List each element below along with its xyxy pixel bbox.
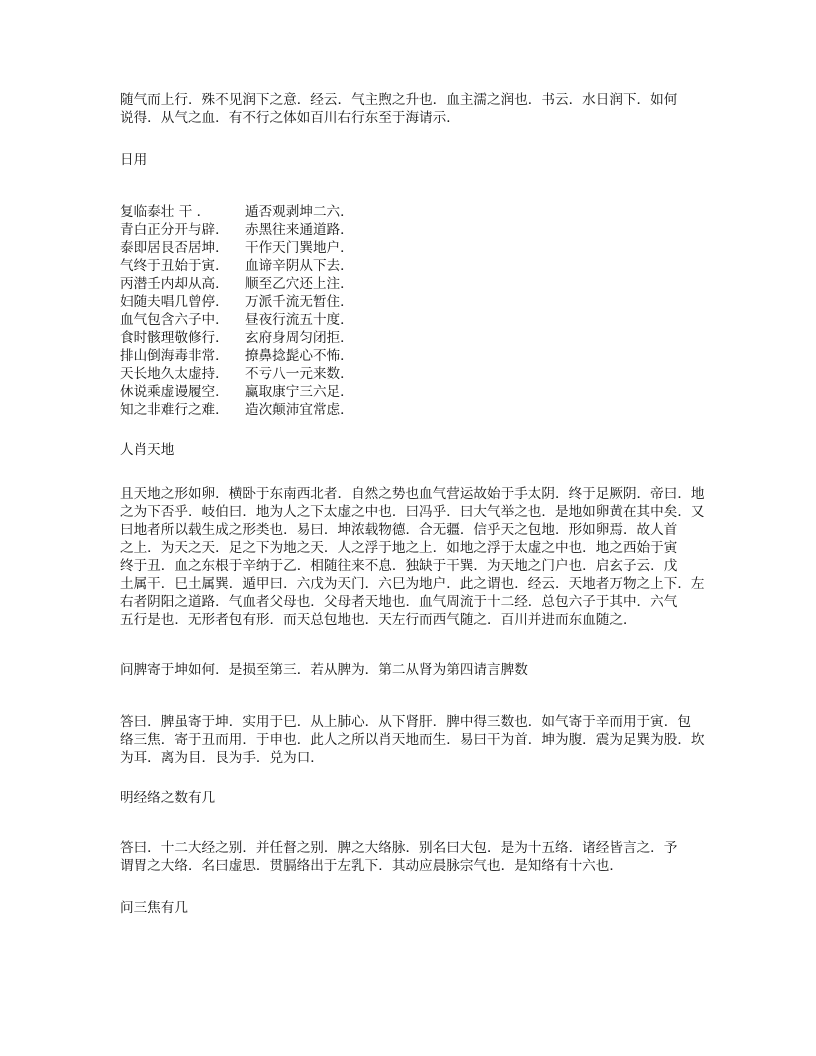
poem-line (120, 221, 700, 239)
poem-second-half: 玄府身周匀闭拒． (245, 330, 354, 346)
section-heading-renxiaotiandi: 人肖天地 (120, 442, 175, 458)
text-line: 说得．从气之血．有不行之体如百川右行东至于海请示． (120, 110, 460, 126)
poem-second-half: 干作天门巽地户． (245, 240, 354, 256)
answer-jingluo (120, 839, 700, 875)
text-line: 曰地者所以载生成之形类也．易曰．坤浓载物德．合无疆．信乎天之包地．形如卵焉．故人首 (120, 522, 678, 538)
text-line: 答曰．十二大经之别．并任督之别．脾之大络脉．别名曰大包．是为十五络．诸经皆言之．予 (120, 840, 678, 856)
poem-line (120, 311, 700, 329)
poem-second-half: 撩鼻捻髭心不怖． (245, 348, 354, 364)
text-line: 之为下否乎．岐伯曰．地为人之下太虚之中也．曰冯乎．曰大气举之也．是地如卵黄在其中矣．又 (120, 504, 705, 520)
question-sanjiao: 问三焦有几 (120, 900, 188, 916)
poem-first-half: 排山倒海毒非常． (120, 348, 229, 364)
text-line: 络三焦．寄于丑而用．于申也．此人之所以肖天地而生．易曰干为首．坤为腹．震为足巽为股．坎 (120, 732, 705, 748)
paragraph-tiandi (120, 485, 705, 629)
text-line: 之上．为天之天．足之下为地之天．人之浮于地之上．如地之浮于太虚之中也．地之西始于寅 (120, 540, 678, 556)
poem-second-half: 遁否观剥坤二六． (245, 204, 354, 220)
text-line: 终于丑．血之东根于辛纳于乙．相随往来不息．独缺于干巽．为天地之门户也．启玄子云．戊 (120, 558, 678, 574)
poem-first-half: 食时骸理敬修行． (120, 330, 229, 346)
text-line: 且天地之形如卵．横卧于东南西北者．自然之势也血气营运故始于手太阴．终于足厥阴．帝曰．地 (120, 486, 705, 502)
poem-first-half: 复临泰壮 干 ． (120, 204, 211, 220)
poem-first-half: 泰即居艮否居坤． (120, 240, 229, 256)
poem-second-half: 不亏八一元来数． (245, 366, 354, 382)
poem-second-half: 昼夜行流五十度． (245, 312, 354, 328)
poem-line (120, 257, 700, 275)
poem-second-half: 赢取康宁三六足． (245, 384, 354, 400)
poem-first-half: 气终于丑始于寅． (120, 258, 229, 274)
section-heading-riyong: 日用 (120, 152, 148, 168)
poem-first-half: 妇随夫唱几曾停． (120, 294, 229, 310)
text-line: 五行是也．无形者包有形．而天总包地也．天左行而西气随之．百川并进而东血随之． (120, 612, 637, 628)
poem-line (120, 365, 700, 383)
poem-first-half: 青白正分开与辟． (120, 222, 229, 238)
poem (120, 203, 700, 419)
poem-line (120, 383, 700, 401)
text-line: 谓胃之大络．名曰虚思．贯膈络出于左乳下．其动应晨脉宗气也．是知络有十六也． (120, 858, 623, 874)
text-line: 答曰．脾虽寄于坤．实用于巳．从上肺心．从下肾肝．脾中得三数也．如气寄于辛而用于寅．包 (120, 714, 691, 730)
text-line: 为耳．离为目．艮为手．兑为口． (120, 750, 324, 766)
poem-line (120, 275, 700, 293)
text-line: 右者阴阳之道路．气血者父母也．父母者天地也．血气周流于十二经．总包六子于其中．六气 (120, 594, 678, 610)
poem-second-half: 血谛辛阴从下去． (245, 258, 354, 274)
poem-line (120, 347, 700, 365)
poem-line (120, 203, 700, 221)
question-pi: 问脾寄于坤如何．是损至第三．若从脾为．第二从肾为第四请言脾数 (120, 662, 528, 678)
poem-line (120, 293, 700, 311)
text-line: 土属干．巳土属巽．遁甲曰．六戊为天门．六巳为地户．此之谓也．经云．天地者万物之上下．左 (120, 576, 705, 592)
poem-second-half: 顺至乙穴还上注． (245, 276, 354, 292)
poem-second-half: 造次颠沛宜常虑． (245, 402, 354, 418)
question-jingluo: 明经络之数有几 (120, 790, 216, 806)
poem-first-half: 知之非难行之难． (120, 402, 229, 418)
poem-second-half: 万派千流无暂住． (245, 294, 354, 310)
poem-second-half: 赤黑往来通道路． (245, 222, 354, 238)
poem-first-half: 丙潜壬内却从高． (120, 276, 229, 292)
poem-line (120, 329, 700, 347)
poem-first-half: 血气包含六子中． (120, 312, 229, 328)
poem-line (120, 401, 700, 419)
answer-pi (120, 713, 705, 767)
text-line: 随气而上行．殊不见润下之意．经云．气主煦之升也．血主濡之润也．书云．水日润下．如何 (120, 92, 678, 108)
poem-line (120, 239, 700, 257)
poem-first-half: 休说乘虚谩履空． (120, 384, 229, 400)
intro-paragraph (120, 91, 700, 127)
poem-first-half: 天长地久太虚持． (120, 366, 229, 382)
